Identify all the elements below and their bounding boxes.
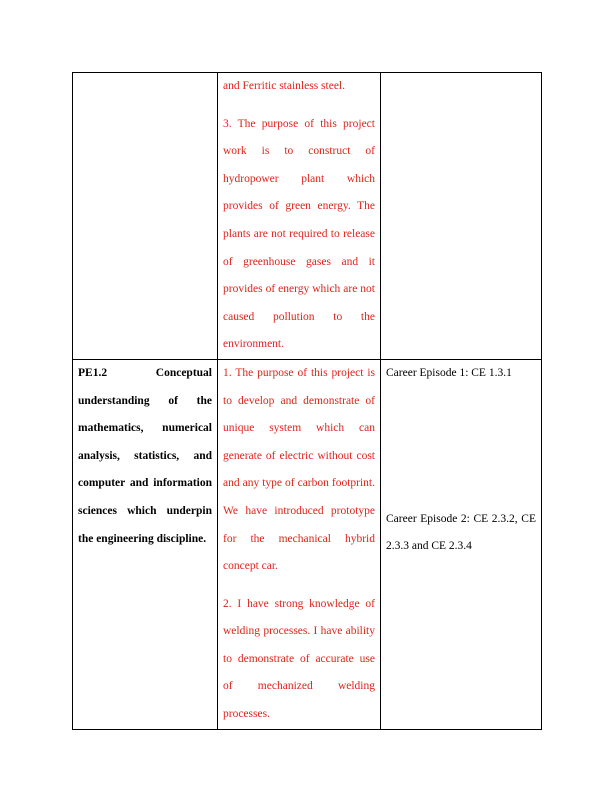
row2-competency-cell — [73, 359, 218, 729]
evidence-paragraph: and Ferritic stainless steel. — [223, 80, 345, 92]
career-episode-reference: Career Episode 1: CE 1.3.1 — [386, 366, 512, 379]
row2-reference-cell — [381, 359, 542, 729]
competency-text: PE1.2 Conceptual understanding of the mathematics, numerical analysis, statistics, and computer and information sciences which underpin the engineering discipline. — [78, 366, 212, 545]
row1-evidence-cell — [218, 73, 381, 360]
row2-evidence-cell — [218, 359, 381, 729]
table-row — [73, 73, 542, 360]
row1-competency-cell — [73, 73, 218, 360]
evidence-paragraph: 3. The purpose of this project work is to construct of hydropower plant which provides of green energy. The plants are not required to release of greenhouse gases and it provides of energy which are not caused pollution to the environment. — [223, 117, 375, 351]
row1-reference-cell — [381, 73, 542, 360]
evidence-paragraph: 2. I have strong knowledge of welding processes. I have ability to demonstrate of accurate use of mechanized welding processes. — [223, 597, 375, 721]
career-episode-reference: Career Episode 2: CE 2.3.2, CE 2.3.3 and CE 2.3.4 — [386, 512, 536, 553]
evidence-paragraph: 1. The purpose of this project is to develop and demonstrate of unique system which can generate of electric without cost and any type of carbon footprint. We have introduced prototype for the mechanical hybrid concept car. — [223, 366, 375, 573]
competency-table — [72, 72, 542, 730]
table-row — [73, 359, 542, 729]
